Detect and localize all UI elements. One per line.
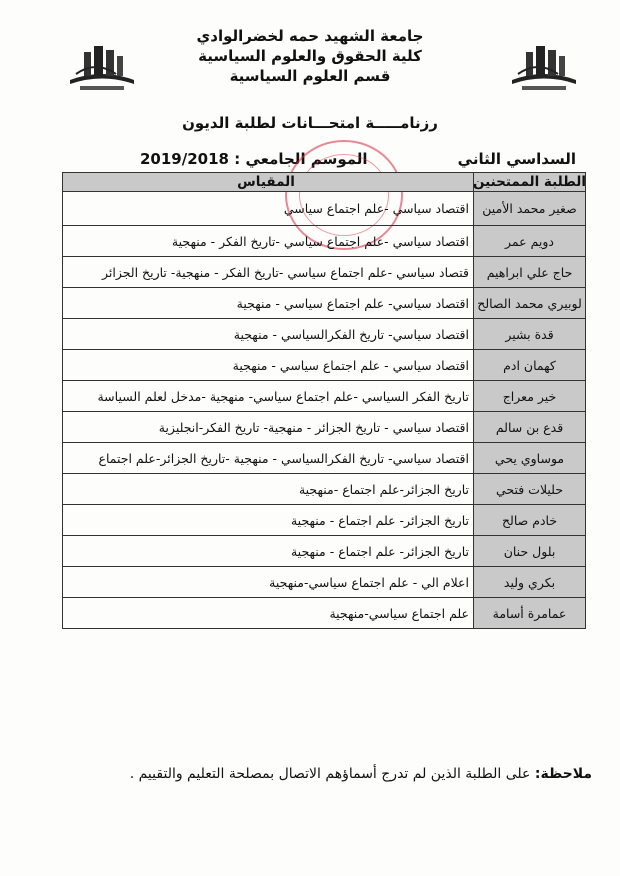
university-name: جامعة الشهيد حمه لخضرالوادي: [196, 27, 424, 45]
student-name: صغير محمد الأمين: [473, 192, 585, 225]
table-row: [62, 288, 586, 319]
student-subjects: تاريخ الفكر السياسي -علم اجتماع سياسي- منهجية -مدخل لعلم السياسة: [97, 388, 469, 404]
table-row: [62, 598, 586, 629]
table-row: [62, 226, 586, 257]
exam-table: [62, 172, 586, 629]
table-row: [62, 474, 586, 505]
table-row: [62, 536, 586, 567]
document-header: [150, 26, 470, 86]
student-name: خير معراج: [473, 381, 585, 411]
header-students: الطلبة الممتحنين: [473, 174, 586, 190]
faculty-name: كلية الحقوق والعلوم السياسية: [198, 47, 422, 65]
season-year: 2019/2018: [140, 150, 229, 168]
student-subjects: اقتصاد سياسي- علم اجتماع سياسي - منهجية: [236, 295, 469, 311]
student-subjects: تاريخ الجزائر-علم اجتماع -منهجية: [298, 481, 469, 497]
note-text: على الطلبة الذين لم تدرج أسماؤهم الاتصال بمصلحة التعليم والتقييم .: [129, 766, 531, 782]
header-subject: المقياس: [63, 173, 473, 191]
student-subjects: اقتصاد سياسي- تاريخ الفكرالسياسي - منهجية: [233, 326, 469, 342]
season-label: الموسم الجامعي :: [234, 150, 368, 168]
table-row: [62, 257, 586, 288]
student-subjects: علم اجتماع سياسي-منهجية: [329, 605, 469, 621]
student-subjects: تاريخ الجزائر- علم اجتماع - منهجية: [290, 512, 469, 528]
student-subjects: اقتصاد سياسي -علم اجتماع سياسي -تاريخ الفكر - منهجية: [171, 233, 469, 249]
student-subjects: اقتصاد سياسي - علم اجتماع سياسي - منهجية: [232, 357, 469, 373]
student-subjects: اقتصاد سياسي- تاريخ الفكرالسياسي - منهجية -تاريخ الجزائر-علم اجتماع: [98, 450, 469, 466]
table-row: [62, 443, 586, 474]
student-name: قدة بشير: [473, 319, 585, 349]
student-subjects: تاريخ الجزائر- علم اجتماع - منهجية: [290, 543, 469, 559]
table-row: [62, 192, 586, 226]
student-subjects: اقتصاد سياسي -علم اجتماع سياسي: [283, 201, 469, 216]
semester-label: السداسي الثاني: [457, 150, 576, 168]
department-name: قسم العلوم السياسية: [229, 67, 391, 85]
table-row: [62, 319, 586, 350]
footer-note: [130, 766, 592, 782]
document-subtitle: رزنامـــــة امتحـــانات لطلبة الديون: [182, 114, 438, 132]
student-name: كهمان ادم: [473, 350, 585, 380]
student-subjects: اقتصاد سياسي - تاريخ الجزائر - منهجية- تاريخ الفكر-انجليزية: [158, 419, 469, 435]
university-logo-icon: [508, 40, 580, 92]
student-name: دويم عمر: [473, 226, 585, 256]
student-subjects: قتصاد سياسي -علم اجتماع سياسي -تاريخ الفكر - منهجية- تاريخ الجزائر: [101, 264, 469, 280]
student-name: عمامرة أسامة: [473, 598, 585, 628]
table-row: [62, 350, 586, 381]
table-row: [62, 412, 586, 443]
student-name: موساوي يحي: [473, 443, 585, 473]
student-name: حاج علي ابراهيم: [473, 257, 585, 287]
student-name: خادم صالح: [473, 505, 585, 535]
university-logo-icon: [66, 40, 138, 92]
table-header-row: [62, 172, 586, 192]
student-subjects: اعلام الي - علم اجتماع سياسي-منهجية: [269, 574, 469, 590]
student-name: حليلات فتحي: [473, 474, 585, 504]
table-row: [62, 567, 586, 598]
student-name: بكري وليد: [473, 567, 585, 597]
student-name: بلول حنان: [473, 536, 585, 566]
note-label: ملاحظة:: [534, 766, 592, 782]
student-name: قدع بن سالم: [473, 412, 585, 442]
table-row: [62, 505, 586, 536]
student-name: لوبيري محمد الصالح: [473, 288, 585, 318]
table-row: [62, 381, 586, 412]
